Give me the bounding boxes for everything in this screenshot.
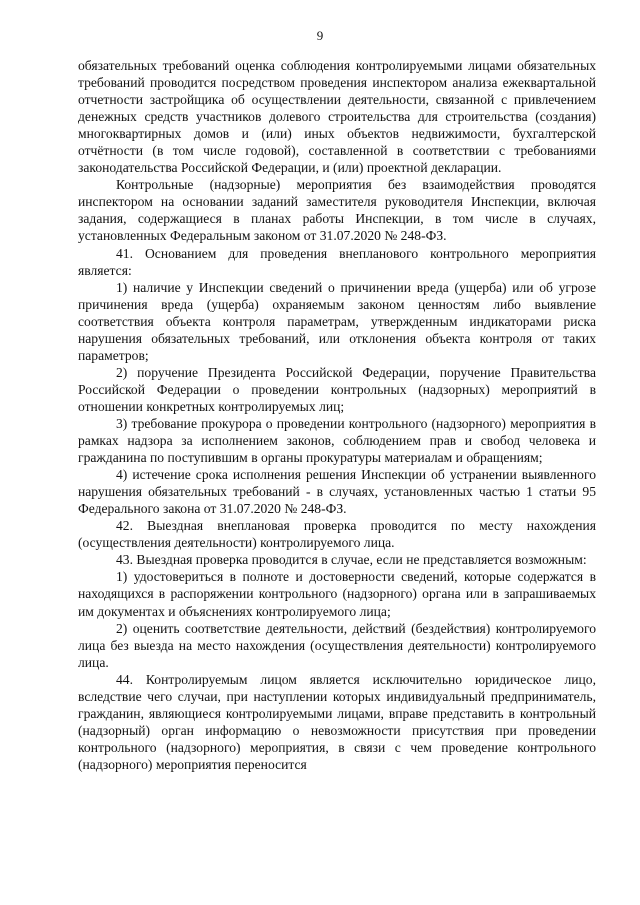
paragraph-control-measures: Контрольные (надзорные) мероприятия без взаимодействия проводятся инспектором на основании заданий заместителя руководителя Инспекции, включая задания, содержащиеся в планах работы Инспекции, в том числе в случаях, установленных Федеральным законом от 31.07.2020 № 248-ФЗ. (78, 177, 596, 244)
paragraph-clause-41: 41. Основанием для проведения внепланового контрольного мероприятия является: (78, 245, 596, 278)
paragraph-clause-42: 42. Выездная внеплановая проверка проводится по месту нахождения (осуществления деятельности) контролируемого лица. (78, 518, 596, 551)
paragraph-clause-41-item-2: 2) поручение Президента Российской Федерации, поручение Правительства Российской Федерации о проведении контрольных (надзорных) мероприятий в отношении конкретных контролируемых лиц; (78, 364, 596, 414)
document-body (78, 57, 596, 773)
paragraph-clause-43-item-2: 2) оценить соответствие деятельности, действий (бездействия) контролируемого лица без выезда на место нахождения (осуществления деятельности) контролируемого лица. (78, 620, 596, 670)
paragraph-clause-41-item-4: 4) истечение срока исполнения решения Инспекции об устранении выявленного нарушения обязательных требований - в случаях, установленных частью 1 статьи 95 Федерального закона от 31.07.2020 № 248-ФЗ. (78, 467, 596, 517)
paragraph-clause-43: 43. Выездная проверка проводится в случае, если не представляется возможным: (116, 552, 587, 568)
paragraph-continuation: обязательных требований оценка соблюдения контролируемыми лицами обязательных требований проводится посредством проведения инспектором анализа ежеквартальной отчетности застройщика об осуществлении деятельности, связанной с привлечением денежных средств участников долевого строительства для строительства (создания) многоквартирных домов и (или) иных объектов недвижимости, бухгалтерской отчётности (в том числе годовой), составленной в соответствии с требованиями законодательства Российской Федерации, и (или) проектной декларации. (78, 58, 596, 176)
paragraph-clause-41-item-1: 1) наличие у Инспекции сведений о причинении вреда (ущерба) или об угрозе причинения вреда (ущерба) охраняемым законом ценностям либо выявление соответствия объекта контроля параметрам, утвержденным индикаторами риска нарушения обязательных требований, или отклонения объекта контроля от таких параметров; (78, 279, 596, 363)
paragraph-clause-43-item-1: 1) удостовериться в полноте и достоверности сведений, которые содержатся в находящихся в распоряжении контрольного (надзорного) органа или в запрашиваемых им документах и объяснениях контролируемого лица; (78, 569, 596, 619)
paragraph-clause-41-item-3: 3) требование прокурора о проведении контрольного (надзорного) мероприятия в рамках надзора за исполнением законов, соблюдением прав и свобод человека и гражданина по поступившим в органы прокуратуры материалам и обращениям; (78, 415, 596, 466)
page-number: 9 (316, 28, 324, 43)
paragraph-clause-44: 44. Контролируемым лицом является исключительно юридическое лицо, вследствие чего случаи, при наступлении которых индивидуальный предприниматель, гражданин, являющиеся контролируемыми лицами, вправе представить в контрольный (надзорный) орган информацию о невозможности присутствия при проведении контрольного (надзорного) мероприятия, в связи с чем проведение контрольного (надзорного) мероприятия переносится (78, 671, 596, 772)
